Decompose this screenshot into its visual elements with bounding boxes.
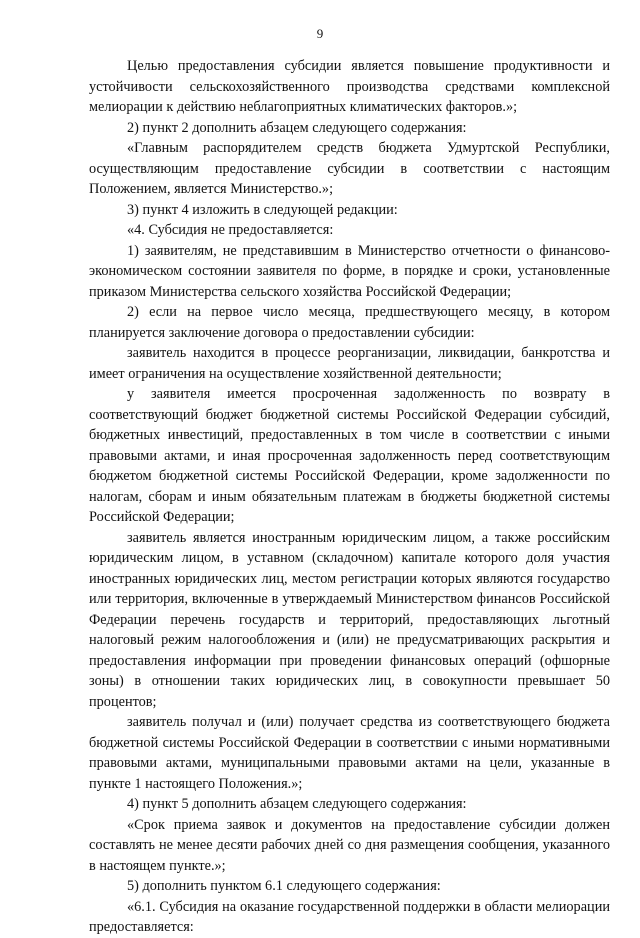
paragraph-foreign-entity: заявитель является иностранным юридическим лицом, а также российским юридическим лицом, в уставном (складочном) капитале которого доля участия иностранных юридических лиц, местом регистрации которых являются государство или территория, включенные в утверждаемый Министерством финансов Российской Федерации перечень государств и территорий, предоставляющих льготный налоговый режим налогообложения и (или) не предусматривающих раскрытия и предоставления информации при проведении финансовых операций (офшорные зоны) в отношении таких юридических лиц, в совокупности превышает 50 процентов;	[89, 529, 610, 710]
paragraph-clause-6-1: «6.1. Субсидия на оказание государственной поддержки в области мелиорации предоставляется:	[89, 898, 610, 935]
paragraph-item-4: 4) пункт 5 дополнить абзацем следующего содержания:	[127, 796, 467, 812]
paragraph-clause-4-2: 2) если на первое число месяца, предшествующего месяцу, в котором планируется заключение договора о предоставлении субсидии:	[89, 304, 610, 341]
paragraph-overdue-debt: у заявителя имеется просроченная задолженность по возврату в соответствующий бюджет бюджетной системы Российской Федерации субсидий, бюджетных инвестиций, предоставленных в том числе в соответствии с иными правовыми актами, и иная просроченная задолженность перед соответствующим бюджетом бюджетной системы Российской Федерации, кроме задолженности по налогам, сборам и иным обязательным платежам в бюджеты бюджетной системы Российской Федерации;	[89, 386, 610, 525]
paragraph-application-period: «Срок приема заявок и документов на предоставление субсидии должен составлять не менее десяти рабочих дней со дня размещения сообщения, указанного в настоящем пункте.»;	[89, 816, 610, 874]
document-body	[89, 56, 610, 938]
page-number: 9	[316, 26, 324, 41]
paragraph-purpose: Целью предоставления субсидии является повышение продуктивности и устойчивости сельскохозяйственного производства средствами комплексной мелиорации к действию неблагоприятных климатических факторов.»;	[89, 58, 610, 115]
paragraph-clause-4-1: 1) заявителям, не представившим в Министерство отчетности о финансово-экономическом состоянии заявителя по форме, в порядке и сроки, установленные приказом Министерства сельского хозяйства Российской Федерации;	[89, 242, 610, 300]
paragraph-item-2: 2) пункт 2 дополнить абзацем следующего содержания:	[127, 119, 467, 136]
paragraph-item-3: 3) пункт 4 изложить в следующей редакции:	[127, 201, 398, 218]
paragraph-chief-administrator: «Главным распорядителем средств бюджета Удмуртской Республики, осуществляющим предоставление субсидии в соответствии с настоящим Положением, является Министерство.»;	[89, 140, 610, 197]
paragraph-other-funds: заявитель получал и (или) получает средства из соответствующего бюджета бюджетной системы Российской Федерации в соответствии с иными нормативными правовыми актами, муниципальными правовыми актами на цели, указанные в пункте 1 настоящего Положения.»;	[89, 714, 610, 792]
paragraph-clause-4-heading: «4. Субсидия не предоставляется:	[127, 222, 334, 238]
paragraph-item-5: 5) дополнить пунктом 6.1 следующего содержания:	[127, 878, 441, 894]
paragraph-reorganization: заявитель находится в процессе реорганизации, ликвидации, банкротства и имеет ограничения на осуществление хозяйственной деятельности;	[89, 345, 610, 382]
